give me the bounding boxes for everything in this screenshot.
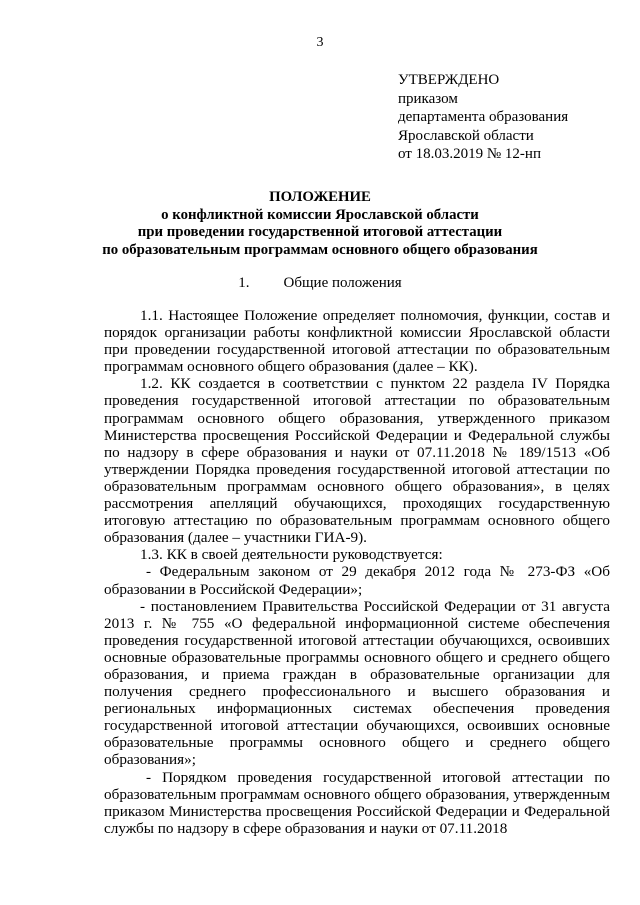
section-heading	[0, 275, 640, 292]
document-body	[104, 307, 610, 837]
document-title	[60, 189, 580, 259]
approval-line: приказом	[398, 90, 458, 107]
list-item: - Порядком проведения государственной итоговой аттестации по образовательным программам основного общего образования, утвержденным приказом Министерства просвещения Российской Федерации и Федеральной службы по надзору в сфере образования и науки от 07.11.2018	[104, 768, 610, 837]
title-line: по образовательным программам основного общего образования	[102, 241, 538, 258]
title-line: ПОЛОЖЕНИЕ	[269, 189, 371, 205]
title-line: о конфликтной комиссии Ярославской области	[161, 206, 479, 223]
paragraph-1-1: 1.1. Настоящее Положение определяет полномочия, функции, состав и порядок организации работы конфликтной комиссии Ярославской области при проведении государственной итоговой аттестации по образовательным программам основного общего образования (далее – КК).	[104, 307, 610, 376]
approval-line: Ярославской области	[398, 127, 534, 144]
approval-block	[398, 71, 568, 164]
approval-line: от 18.03.2019 № 12-нп	[398, 146, 541, 162]
title-line: при проведении государственной итоговой аттестации	[137, 224, 503, 240]
page-number: 3	[316, 35, 324, 50]
paragraph-1-2: 1.2. КК создается в соответствии с пунктом 22 раздела IV Порядка проведения государственной итоговой аттестации по образовательным программам основного общего образования, утвержденного приказом Министерства просвещения Российской Федерации и Федеральной службы по надзору в сфере образования и науки от 07.11.2018 № 189/1513 «Об утверждении Порядка проведения государственной итоговой аттестации по образовательным программам основного общего образования», в целях рассмотрения апелляций обучающихся, проходящих государственную итоговую аттестацию по образовательным программам основного общего образования (далее – участники ГИА-9).	[104, 375, 610, 547]
section-title: Общие положения	[283, 275, 402, 291]
section-number: 1.	[238, 275, 250, 291]
paragraph-1-3: 1.3. КК в своей деятельности руководствуется:	[140, 546, 443, 564]
list-item: - постановлением Правительства Российской Федерации от 31 августа 2013 г. № 755 «О федеральной информационной системе обеспечения проведения государственной итоговой аттестации обучающихся, освоивших основные образовательные программы основного общего и среднего общего образования, и приема граждан в образовательные организации для получения среднего профессионального и высшего образования и региональных информационных системах обеспечения проведения государственной итоговой аттестации обучающихся, освоивших основные образовательные программы основного общего и среднего общего образования»;	[104, 597, 610, 769]
approval-line: департамента образования	[398, 109, 569, 125]
approval-line: УТВЕРЖДЕНО	[398, 72, 500, 88]
list-item: - Федеральным законом от 29 декабря 2012 года № 273-ФЗ «Об образовании в Российской Федерации»;	[104, 563, 610, 598]
